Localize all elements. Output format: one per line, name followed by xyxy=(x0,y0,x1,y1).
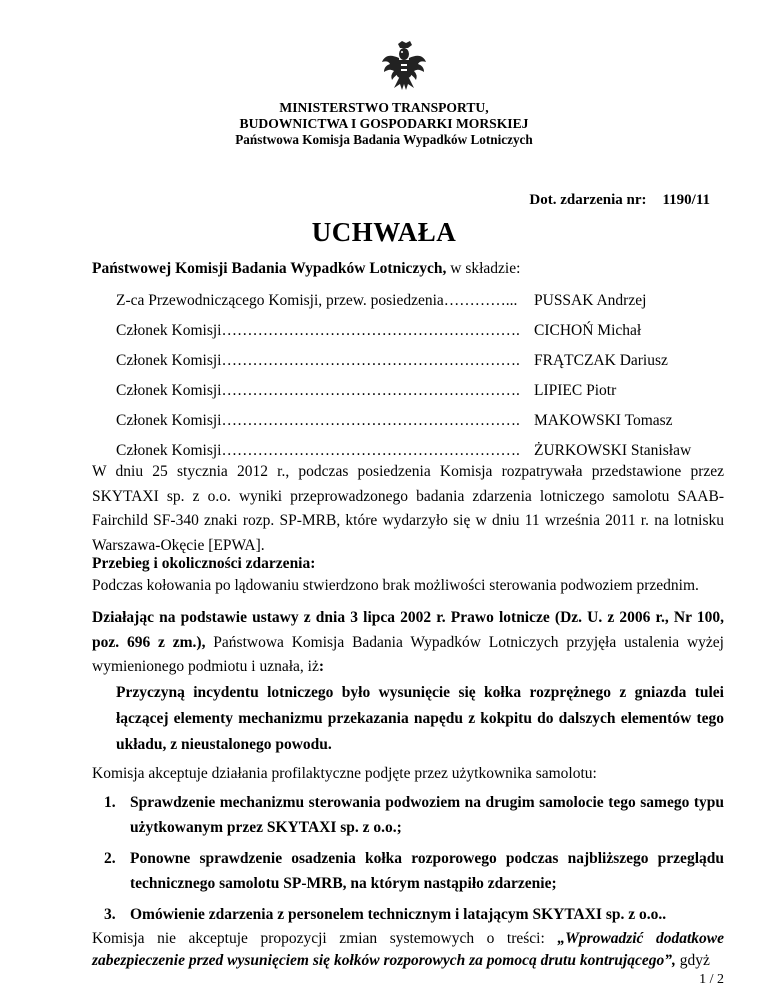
action-number: 1. xyxy=(104,794,116,811)
member-name: PUSSAK Andrzej xyxy=(534,292,647,309)
polish-eagle-emblem xyxy=(380,40,428,94)
action-text: Omówienie zdarzenia z personelem technicznym i latającym SKYTAXI sp. z o.o.. xyxy=(130,906,667,923)
legal-colon: : xyxy=(318,658,325,676)
action-text: Sprawdzenie mechanizmu sterowania podwoziem na drugim samolocie tego samego typu użytkowanym przez SKYTAXI sp. z o.o.; xyxy=(130,794,724,836)
member-role: Członek Komisji…………………………………………………. xyxy=(116,322,520,339)
rejects-quote: „Wprowadzić dodatkowe zabezpieczenie przed wysunięciem się kołków rozporowych za pomocą drutu kontrującego”, xyxy=(92,930,724,969)
intro-bold: Państwowej Komisji Badania Wypadków Lotniczych, xyxy=(92,260,447,277)
member-name: LIPIEC Piotr xyxy=(534,382,617,399)
cause-statement: Przyczyną incydentu lotniczego było wysunięcie się kołka rozprężnego z gniazda tulei łączącej elementy mechanizmu przekazania napędu z kokpitu do dalszych elementów tego układu, z nieustalonego powodu. xyxy=(116,684,724,753)
member-list xyxy=(116,292,736,472)
member-name: MAKOWSKI Tomasz xyxy=(534,412,673,429)
course-text: Podczas kołowania po lądowaniu stwierdzono brak możliwości sterowania podwoziem przednim. xyxy=(92,577,699,594)
member-role: Z-ca Przewodniczącego Komisji, przew. posiedzenia…………... xyxy=(116,292,518,309)
meeting-paragraph: W dniu 25 stycznia 2012 r., podczas posiedzenia Komisja rozpatrywała przedstawione przez SKYTAXI sp. z o.o. wyniki przeprowadzonego badania zdarzenia lotniczego samolotu SAAB-Fairchild SF-340 znaki rozp. SP-MRB, które wydarzyło się w dniu 11 września 2011 r. na lotnisku Warszawa-Okęcie [EPWA]. xyxy=(92,463,724,554)
member-row xyxy=(116,412,736,442)
member-name: FRĄTCZAK Dariusz xyxy=(534,352,668,369)
incident-label: Dot. zdarzenia nr: xyxy=(529,192,647,208)
rejected-proposal-paragraph xyxy=(92,928,724,972)
member-role: Członek Komisji…………………………………………………. xyxy=(116,412,520,429)
rejects-end: gdyż xyxy=(675,952,710,969)
legal-bold: Działając na podstawie ustawy z dnia 3 lipca 2002 r. Prawo lotnicze (Dz. U. z 2006 r., Nr 100, poz. 696 z zm.), xyxy=(92,609,724,651)
action-item xyxy=(104,902,724,927)
action-number: 2. xyxy=(104,850,116,867)
commission-name: Państwowa Komisja Badania Wypadków Lotniczych xyxy=(235,132,533,147)
member-role: Członek Komisji…………………………………………………. xyxy=(116,352,520,369)
document-title: UCHWAŁA xyxy=(311,217,457,247)
member-role: Członek Komisji…………………………………………………. xyxy=(116,382,520,399)
action-number: 3. xyxy=(104,906,116,923)
accepted-actions-intro: Komisja akceptuje działania profilaktyczne podjęte przez użytkownika samolotu: xyxy=(92,765,597,782)
course-heading: Przebieg i okoliczności zdarzenia: xyxy=(92,555,316,572)
rejects-start: Komisja nie akceptuje propozycji zmian systemowych o treści: xyxy=(92,930,558,947)
action-item xyxy=(104,846,724,896)
legal-rest: Państwowa Komisja Badania Wypadków Lotniczych przyjęła ustalenia wyżej wymienionego podmiotu i uznała, iż xyxy=(92,633,724,676)
member-name: CICHOŃ Michał xyxy=(534,322,642,339)
legal-basis-paragraph xyxy=(92,606,724,680)
member-role: Członek Komisji…………………………………………………. xyxy=(116,442,520,459)
intro-rest: w składzie: xyxy=(446,260,521,277)
member-name: ŻURKOWSKI Stanisław xyxy=(534,442,692,459)
action-item xyxy=(104,790,724,840)
page-number: 1 / 2 xyxy=(699,972,724,987)
incident-number: 1190/11 xyxy=(662,192,710,208)
composition-intro xyxy=(92,260,520,278)
incident-reference xyxy=(529,192,710,209)
member-row xyxy=(116,322,736,352)
member-row xyxy=(116,292,736,322)
member-row xyxy=(116,352,736,382)
ministry-line-1: MINISTERSTWO TRANSPORTU, xyxy=(279,100,489,115)
action-text: Ponowne sprawdzenie osadzenia kołka rozporowego podczas najbliższego przeglądu technicznego samolotu SP-MRB, na którym nastąpiło zdarzenie; xyxy=(130,850,724,892)
ministry-line-2: BUDOWNICTWA I GOSPODARKI MORSKIEJ xyxy=(239,116,529,131)
member-row xyxy=(116,382,736,412)
